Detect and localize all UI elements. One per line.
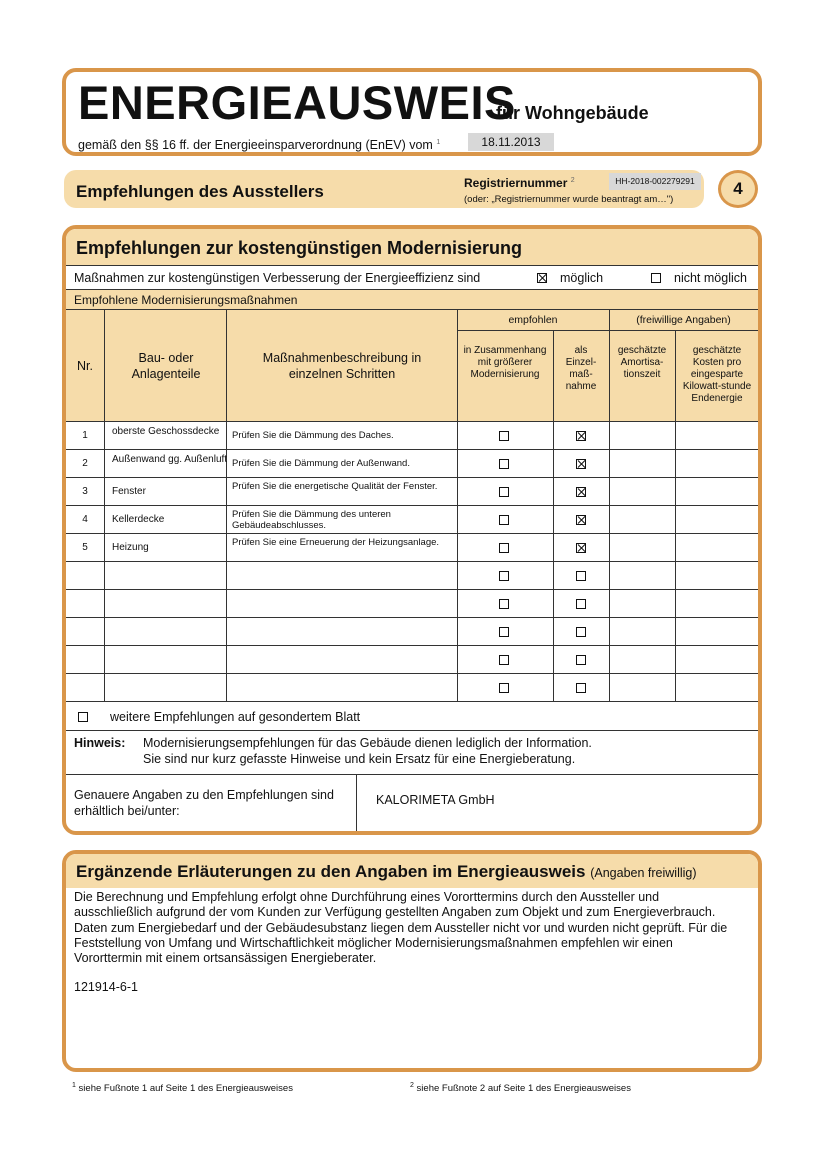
row-measure: Prüfen Sie die Dämmung der Außenwand.: [232, 458, 410, 469]
page-number-badge: 4: [718, 170, 758, 208]
legal-text: gemäß den §§ 16 ff. der Energieeinsparverordnung (EnEV) vom: [78, 138, 433, 153]
divider: [457, 506, 458, 534]
hint-line-1: Modernisierungsempfehlungen für das Gebäude dienen lediglich der Information.: [143, 736, 592, 750]
registration-label-text: Registriernummer: [464, 176, 568, 190]
footnote-1-text: siehe Fußnote 1 auf Seite 1 des Energieausweises: [78, 1083, 293, 1095]
divider: [226, 618, 227, 646]
col-massnahme-header: Maßnahmenbeschreibung in einzelnen Schritten: [262, 351, 422, 381]
recommendations-table: [66, 422, 758, 703]
col-bau-header: Bau- oder Anlagenteile: [131, 351, 201, 381]
section-header-bar: [64, 170, 704, 208]
combined-recommendation-checkbox[interactable]: [499, 599, 509, 609]
row-measure: Prüfen Sie die energetische Qualität der Fenster.: [232, 481, 438, 492]
single-measure-checkbox[interactable]: [576, 487, 586, 497]
hint-label: Hinweis:: [74, 736, 126, 750]
measures-row: [66, 265, 758, 290]
registration-label: [464, 174, 575, 190]
divider: [457, 618, 458, 646]
recommended-measures-label-row: [66, 290, 758, 310]
divider: [675, 534, 676, 562]
divider: [553, 478, 554, 506]
divider: [675, 478, 676, 506]
divider: [609, 674, 610, 702]
divider: [104, 422, 105, 450]
single-measure-checkbox[interactable]: [576, 459, 586, 469]
divider: [553, 422, 554, 450]
explanations-header: [66, 854, 758, 888]
registration-number-field: HH-2018-002279291: [609, 173, 701, 190]
row-number: 3: [82, 486, 88, 497]
section-title: Empfehlungen des Ausstellers: [76, 182, 324, 201]
table-row: [66, 506, 758, 534]
row-component: oberste Geschossdecke: [112, 426, 220, 437]
recommendations-title: Empfehlungen zur kostengünstigen Modernisierung: [76, 238, 523, 258]
explanations-title-note: (Angaben freiwillig): [590, 866, 697, 880]
divider: [609, 562, 610, 590]
single-measure-checkbox[interactable]: [576, 627, 586, 637]
footnote-mark: 2: [410, 1082, 414, 1089]
divider: [104, 562, 105, 590]
table-row: [66, 450, 758, 478]
details-label: Genauere Angaben zu den Empfehlungen sind erhältlich bei/unter:: [74, 788, 334, 818]
combined-recommendation-checkbox[interactable]: [499, 459, 509, 469]
divider: [553, 330, 554, 422]
divider: [226, 646, 227, 674]
table-row: [66, 618, 758, 646]
document-subtitle: für Wohngebäude: [496, 103, 649, 123]
recommendations-header: [66, 229, 758, 265]
divider: [104, 674, 105, 702]
details-value: KALORIMETA GmbH: [376, 793, 495, 807]
not-possible-label: nicht möglich: [674, 271, 747, 285]
combined-recommendation-checkbox[interactable]: [499, 655, 509, 665]
divider: [226, 310, 227, 422]
row-component: Kellerdecke: [112, 514, 165, 525]
recommended-measures-label: Empfohlene Modernisierungsmaßnahmen: [74, 293, 298, 307]
table-row: [66, 674, 758, 702]
table-row: [66, 562, 758, 590]
divider: [675, 562, 676, 590]
footnote-mark: 1: [436, 139, 441, 146]
combined-recommendation-checkbox[interactable]: [499, 431, 509, 441]
single-measure-checkbox[interactable]: [576, 599, 586, 609]
row-measure: Prüfen Sie die Dämmung des unteren Gebäudeabschlusses.: [232, 509, 391, 531]
footnote-1: [72, 1080, 293, 1095]
col-zusammen-header: in Zusammenhang mit größerer Modernisierung: [463, 345, 547, 380]
combined-recommendation-checkbox[interactable]: [499, 627, 509, 637]
table-row: [66, 478, 758, 506]
issue-date-field: 18.11.2013: [468, 133, 554, 151]
table-row: [66, 422, 758, 450]
divider: [457, 674, 458, 702]
divider: [457, 310, 458, 422]
table-row: [66, 646, 758, 674]
combined-recommendation-checkbox[interactable]: [499, 515, 509, 525]
row-number: 1: [82, 430, 88, 441]
divider: [104, 534, 105, 562]
footnote-2-text: siehe Fußnote 2 auf Seite 1 des Energieausweises: [416, 1083, 631, 1095]
col-kosten-header: geschätzte Kosten pro eingesparte Kilowatt-stunde Endenergie: [682, 345, 752, 404]
divider: [457, 478, 458, 506]
single-measure-checkbox[interactable]: [576, 655, 586, 665]
explanations-frame: [62, 850, 762, 1072]
row-component: Fenster: [112, 486, 146, 497]
divider: [609, 310, 610, 422]
divider: [457, 534, 458, 562]
divider: [553, 506, 554, 534]
document-title: ENERGIEAUSWEIS: [78, 76, 516, 129]
possible-checkbox[interactable]: [537, 273, 547, 283]
divider: [553, 590, 554, 618]
col-nr-header: Nr.: [77, 359, 93, 373]
further-recommendations-row: [66, 703, 758, 731]
divider: [609, 422, 610, 450]
divider: [609, 450, 610, 478]
divider: [675, 590, 676, 618]
divider: [104, 450, 105, 478]
row-component: Heizung: [112, 542, 149, 553]
explanations-title-text: Ergänzende Erläuterungen zu den Angaben im Energieausweis: [76, 862, 586, 881]
divider: [609, 534, 610, 562]
divider: [553, 618, 554, 646]
divider: [675, 422, 676, 450]
divider: [457, 422, 458, 450]
divider: [226, 590, 227, 618]
divider: [104, 590, 105, 618]
divider: [675, 330, 676, 422]
divider: [675, 450, 676, 478]
divider: [609, 646, 610, 674]
divider: [457, 562, 458, 590]
divider: [675, 506, 676, 534]
combined-recommendation-checkbox[interactable]: [499, 683, 509, 693]
single-measure-checkbox[interactable]: [576, 515, 586, 525]
recommendations-frame: [62, 225, 762, 835]
single-measure-checkbox[interactable]: [576, 683, 586, 693]
col-amortisation-header: geschätzte Amortisa-tionszeit: [617, 345, 667, 380]
legal-reference: [78, 135, 440, 153]
divider: [609, 478, 610, 506]
divider: [609, 506, 610, 534]
divider: [104, 310, 105, 422]
divider: [553, 450, 554, 478]
single-measure-checkbox[interactable]: [576, 571, 586, 581]
divider: [226, 562, 227, 590]
divider: [609, 590, 610, 618]
explanations-title: [76, 861, 697, 884]
hint-row: [66, 731, 758, 775]
divider: [457, 450, 458, 478]
footnote-mark: 1: [72, 1082, 76, 1089]
row-component: Außenwand gg. Außenluft: [112, 454, 228, 465]
divider: [457, 330, 758, 331]
row-measure: Prüfen Sie eine Erneuerung der Heizungsanlage.: [232, 537, 440, 548]
row-number: 5: [82, 542, 88, 553]
details-row: [66, 775, 758, 835]
divider: [553, 562, 554, 590]
combined-recommendation-checkbox[interactable]: [499, 487, 509, 497]
further-recommendations-label: weitere Empfehlungen auf gesondertem Blatt: [110, 710, 361, 724]
row-measure: Prüfen Sie die Dämmung des Daches.: [232, 430, 394, 441]
col-empfohlen-header: empfohlen: [508, 314, 558, 326]
further-recommendations-checkbox[interactable]: [78, 712, 88, 722]
footnote-mark: 2: [570, 177, 575, 184]
divider: [457, 590, 458, 618]
document-title-frame: [62, 68, 762, 156]
divider: [104, 478, 105, 506]
row-number: 2: [82, 458, 88, 469]
combined-recommendation-checkbox[interactable]: [499, 543, 509, 553]
divider: [675, 618, 676, 646]
row-number: 4: [82, 514, 88, 525]
divider: [553, 534, 554, 562]
explanations-code: 121914-6-1: [74, 980, 138, 994]
single-measure-checkbox[interactable]: [576, 543, 586, 553]
footnote-2: [410, 1080, 631, 1095]
table-header: [66, 310, 758, 422]
col-einzel-header: als Einzel-maß-nahme: [565, 345, 597, 392]
measures-text: Maßnahmen zur kostengünstigen Verbesserung der Energieeffizienz sind: [74, 271, 481, 285]
not-possible-checkbox[interactable]: [651, 273, 661, 283]
possible-label: möglich: [560, 271, 604, 285]
divider: [553, 646, 554, 674]
combined-recommendation-checkbox[interactable]: [499, 571, 509, 581]
divider: [675, 674, 676, 702]
registration-hint: (oder: „Registriernummer wurde beantragt am…"): [464, 194, 674, 205]
divider: [553, 674, 554, 702]
divider: [356, 775, 357, 831]
divider: [104, 618, 105, 646]
hint-line-2: Sie sind nur kurz gefasste Hinweise und kein Ersatz für eine Energieberatung.: [143, 752, 576, 766]
divider: [609, 618, 610, 646]
divider: [457, 646, 458, 674]
divider: [226, 674, 227, 702]
divider: [104, 506, 105, 534]
explanations-text: Die Berechnung und Empfehlung erfolgt ohne Durchführung eines Vororttermins durch den Aussteller und ausschließlich aufgrund der vom Kunden zur Verfügung gestellten Angaben zum Objekt und zum Energieverbrauch. Daten zum Energiebedarf und der Gebäudesubstanz liegen dem Aussteller nicht vor und wurden nicht geprüft. Für die Feststellung von Umfang und Wirtschaftlichkeit möglicher Modernisierungsmaßnahmen empfehlen wir einen Vororttermin mit einem ortsansässigen Energieberater.: [74, 890, 728, 966]
divider: [675, 646, 676, 674]
table-row: [66, 590, 758, 618]
divider: [104, 646, 105, 674]
table-row: [66, 534, 758, 562]
single-measure-checkbox[interactable]: [576, 431, 586, 441]
col-freiwillig-header: (freiwillige Angaben): [636, 314, 731, 326]
